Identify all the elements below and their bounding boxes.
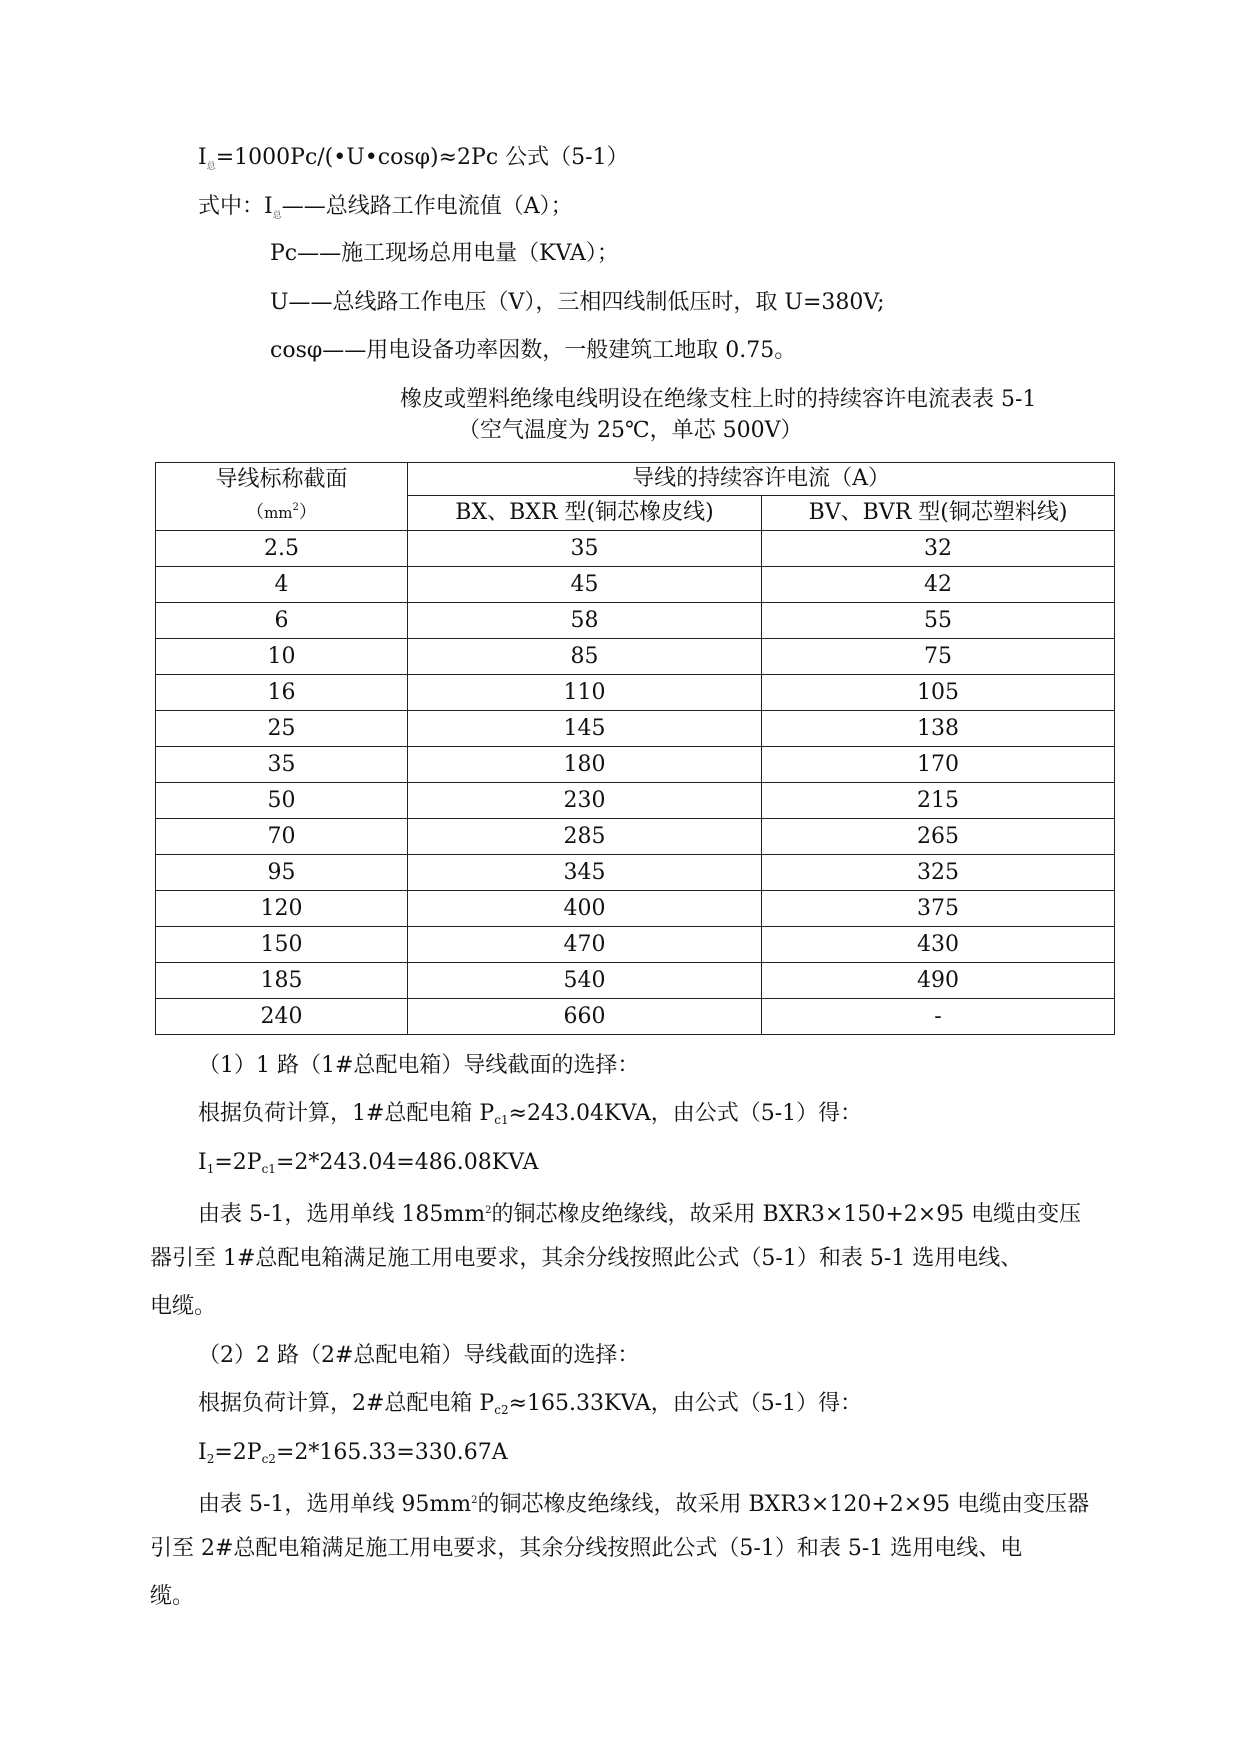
table-row — [156, 819, 1115, 855]
where-i-text: ——总线路工作电流值（A）； — [281, 194, 573, 219]
unit-suffix: ） — [298, 502, 317, 523]
cell-bx: 58 — [408, 603, 762, 639]
section2-calc — [198, 1389, 862, 1425]
section2-equation — [198, 1438, 508, 1474]
section1-text-line2: 器引至 1#总配电箱满足施工用电要求，其余分线按照此公式（5-1）和表 5-1 选用电线、 — [150, 1246, 1023, 1271]
current-capacity-table — [155, 462, 1115, 1035]
section2-eq-p-sub: c2 — [261, 1452, 276, 1466]
section1-eq-i: I — [198, 1150, 207, 1175]
section2-heading: （2）2 路（2#总配电箱）导线截面的选择： — [198, 1343, 640, 1368]
table-row — [156, 999, 1115, 1035]
cell-area: 120 — [156, 891, 408, 927]
cell-bx: 345 — [408, 855, 762, 891]
table-row — [156, 711, 1115, 747]
cell-area: 50 — [156, 783, 408, 819]
table-row — [156, 855, 1115, 891]
cell-bv: 325 — [762, 855, 1115, 891]
cell-bv: 55 — [762, 603, 1115, 639]
section1-text1-b: 的铜芯橡皮绝缘线，故采用 BXR3×150+2×95 电缆由变压 — [491, 1202, 1082, 1227]
cell-bx: 230 — [408, 783, 762, 819]
cell-bv: 42 — [762, 567, 1115, 603]
where-i-label: I — [264, 194, 273, 219]
cell-area: 35 — [156, 747, 408, 783]
section1-text1-a: 由表 5-1，选用单线 185mm — [198, 1202, 486, 1227]
table-row — [156, 963, 1115, 999]
cell-bv: 105 — [762, 675, 1115, 711]
section1-calc-sub: c1 — [494, 1113, 509, 1127]
section1-eq-p-sub: c1 — [261, 1162, 276, 1176]
cell-bv: 138 — [762, 711, 1115, 747]
cell-area: 4 — [156, 567, 408, 603]
section2-text-line2: 引至 2#总配电箱满足施工用电要求，其余分线按照此公式（5-1）和表 5-1 选用电线、电 — [150, 1536, 1023, 1561]
cell-bx: 35 — [408, 531, 762, 567]
section2-eq-i: I — [198, 1440, 207, 1465]
cell-bv: 490 — [762, 963, 1115, 999]
cell-bx: 180 — [408, 747, 762, 783]
section2-eq-rest: =2*165.33=330.67A — [275, 1440, 508, 1465]
cell-area: 2.5 — [156, 531, 408, 567]
cell-bx: 660 — [408, 999, 762, 1035]
cell-bx: 85 — [408, 639, 762, 675]
cell-area: 6 — [156, 603, 408, 639]
table-row — [156, 927, 1115, 963]
cell-area: 240 — [156, 999, 408, 1035]
cell-bx: 540 — [408, 963, 762, 999]
cell-bx: 400 — [408, 891, 762, 927]
table-row — [156, 891, 1115, 927]
where-i-definition — [198, 192, 573, 231]
section1-eq-rest: =2*243.04=486.08KVA — [275, 1150, 539, 1175]
section1-equation — [198, 1148, 538, 1184]
section2-calc-sub: c2 — [494, 1403, 509, 1417]
cell-bx: 110 — [408, 675, 762, 711]
section2-eq-i-sub: 2 — [206, 1452, 215, 1466]
formula-expression: =1000Pc/(•U•cosφ)≈2Pc 公式（5-1） — [215, 145, 629, 170]
section1-text1-sup: 2 — [485, 1205, 492, 1216]
section2-text1-b: 的铜芯橡皮绝缘线，故采用 BXR3×120+2×95 电缆由变压器 — [477, 1492, 1090, 1517]
table-header-bv: BV、BVR 型(铜芯塑料线) — [762, 496, 1115, 531]
table-row — [156, 603, 1115, 639]
unit-mm: mm — [264, 504, 293, 522]
cell-bv: 75 — [762, 639, 1115, 675]
section2-eq-mid: =2P — [214, 1440, 262, 1465]
cell-bx: 285 — [408, 819, 762, 855]
unit-prefix: （ — [246, 502, 265, 523]
where-lead: 式中： — [198, 194, 265, 219]
table-header-bx: BX、BXR 型(铜芯橡皮线) — [408, 496, 762, 531]
unit-sup: 2 — [292, 502, 299, 513]
section2-text1-a: 由表 5-1，选用单线 95mm — [198, 1492, 472, 1517]
table-header-row — [156, 463, 1115, 496]
cell-area: 70 — [156, 819, 408, 855]
cell-area: 150 — [156, 927, 408, 963]
table-header-group: 导线的持续容许电流（A） — [408, 463, 1115, 496]
cell-area: 25 — [156, 711, 408, 747]
cell-bv: 32 — [762, 531, 1115, 567]
table-row — [156, 783, 1115, 819]
where-cos-definition: cosφ——用电设备功率因数，一般建筑工地取 0.75。 — [270, 338, 797, 363]
table-row — [156, 747, 1115, 783]
cell-bx: 45 — [408, 567, 762, 603]
section2-text-line1 — [198, 1486, 1089, 1520]
table-row — [156, 675, 1115, 711]
section2-text1-sup: 2 — [471, 1495, 478, 1506]
section1-calc-b: ≈243.04KVA，由公式（5-1）得： — [508, 1101, 863, 1126]
cell-bv: 265 — [762, 819, 1115, 855]
section2-calc-b: ≈165.33KVA，由公式（5-1）得： — [508, 1391, 863, 1416]
formula-i-label: I — [198, 145, 207, 170]
cell-area: 16 — [156, 675, 408, 711]
cell-area: 95 — [156, 855, 408, 891]
where-i-subscript: 总 — [272, 211, 282, 221]
table-row — [156, 567, 1115, 603]
formula-line — [198, 143, 629, 182]
table-title: 橡皮或塑料绝缘电线明设在绝缘支柱上时的持续容许电流表表 5-1 — [400, 387, 1037, 412]
cell-bv: - — [762, 999, 1115, 1035]
table-row — [156, 639, 1115, 675]
cell-bx: 470 — [408, 927, 762, 963]
where-u-definition: U——总线路工作电压（V），三相四线制低压时，取 U=380V; — [270, 290, 885, 315]
table-row — [156, 531, 1115, 567]
header-area-unit — [156, 494, 407, 527]
section1-eq-i-sub: 1 — [206, 1162, 215, 1176]
cell-bv: 215 — [762, 783, 1115, 819]
section2-calc-a: 根据负荷计算，2#总配电箱 P — [198, 1391, 495, 1416]
section1-calc-a: 根据负荷计算，1#总配电箱 P — [198, 1101, 495, 1126]
section1-calc — [198, 1099, 862, 1135]
table-header-area — [156, 463, 408, 531]
cell-bx: 145 — [408, 711, 762, 747]
cell-area: 185 — [156, 963, 408, 999]
section1-eq-mid: =2P — [214, 1150, 262, 1175]
cell-bv: 430 — [762, 927, 1115, 963]
section1-heading: （1）1 路（1#总配电箱）导线截面的选择： — [198, 1053, 640, 1078]
section2-text-line3: 缆。 — [150, 1584, 195, 1609]
header-area-label: 导线标称截面 — [215, 467, 348, 492]
section1-text-line3: 电缆。 — [150, 1294, 217, 1319]
section1-text-line1 — [198, 1196, 1081, 1230]
table-subtitle: （空气温度为 25℃，单芯 500V） — [458, 418, 803, 443]
cell-bv: 170 — [762, 747, 1115, 783]
cell-area: 10 — [156, 639, 408, 675]
formula-i-subscript: 总 — [206, 162, 216, 172]
where-pc-definition: Pc——施工现场总用电量（KVA）； — [270, 241, 619, 266]
cell-bv: 375 — [762, 891, 1115, 927]
